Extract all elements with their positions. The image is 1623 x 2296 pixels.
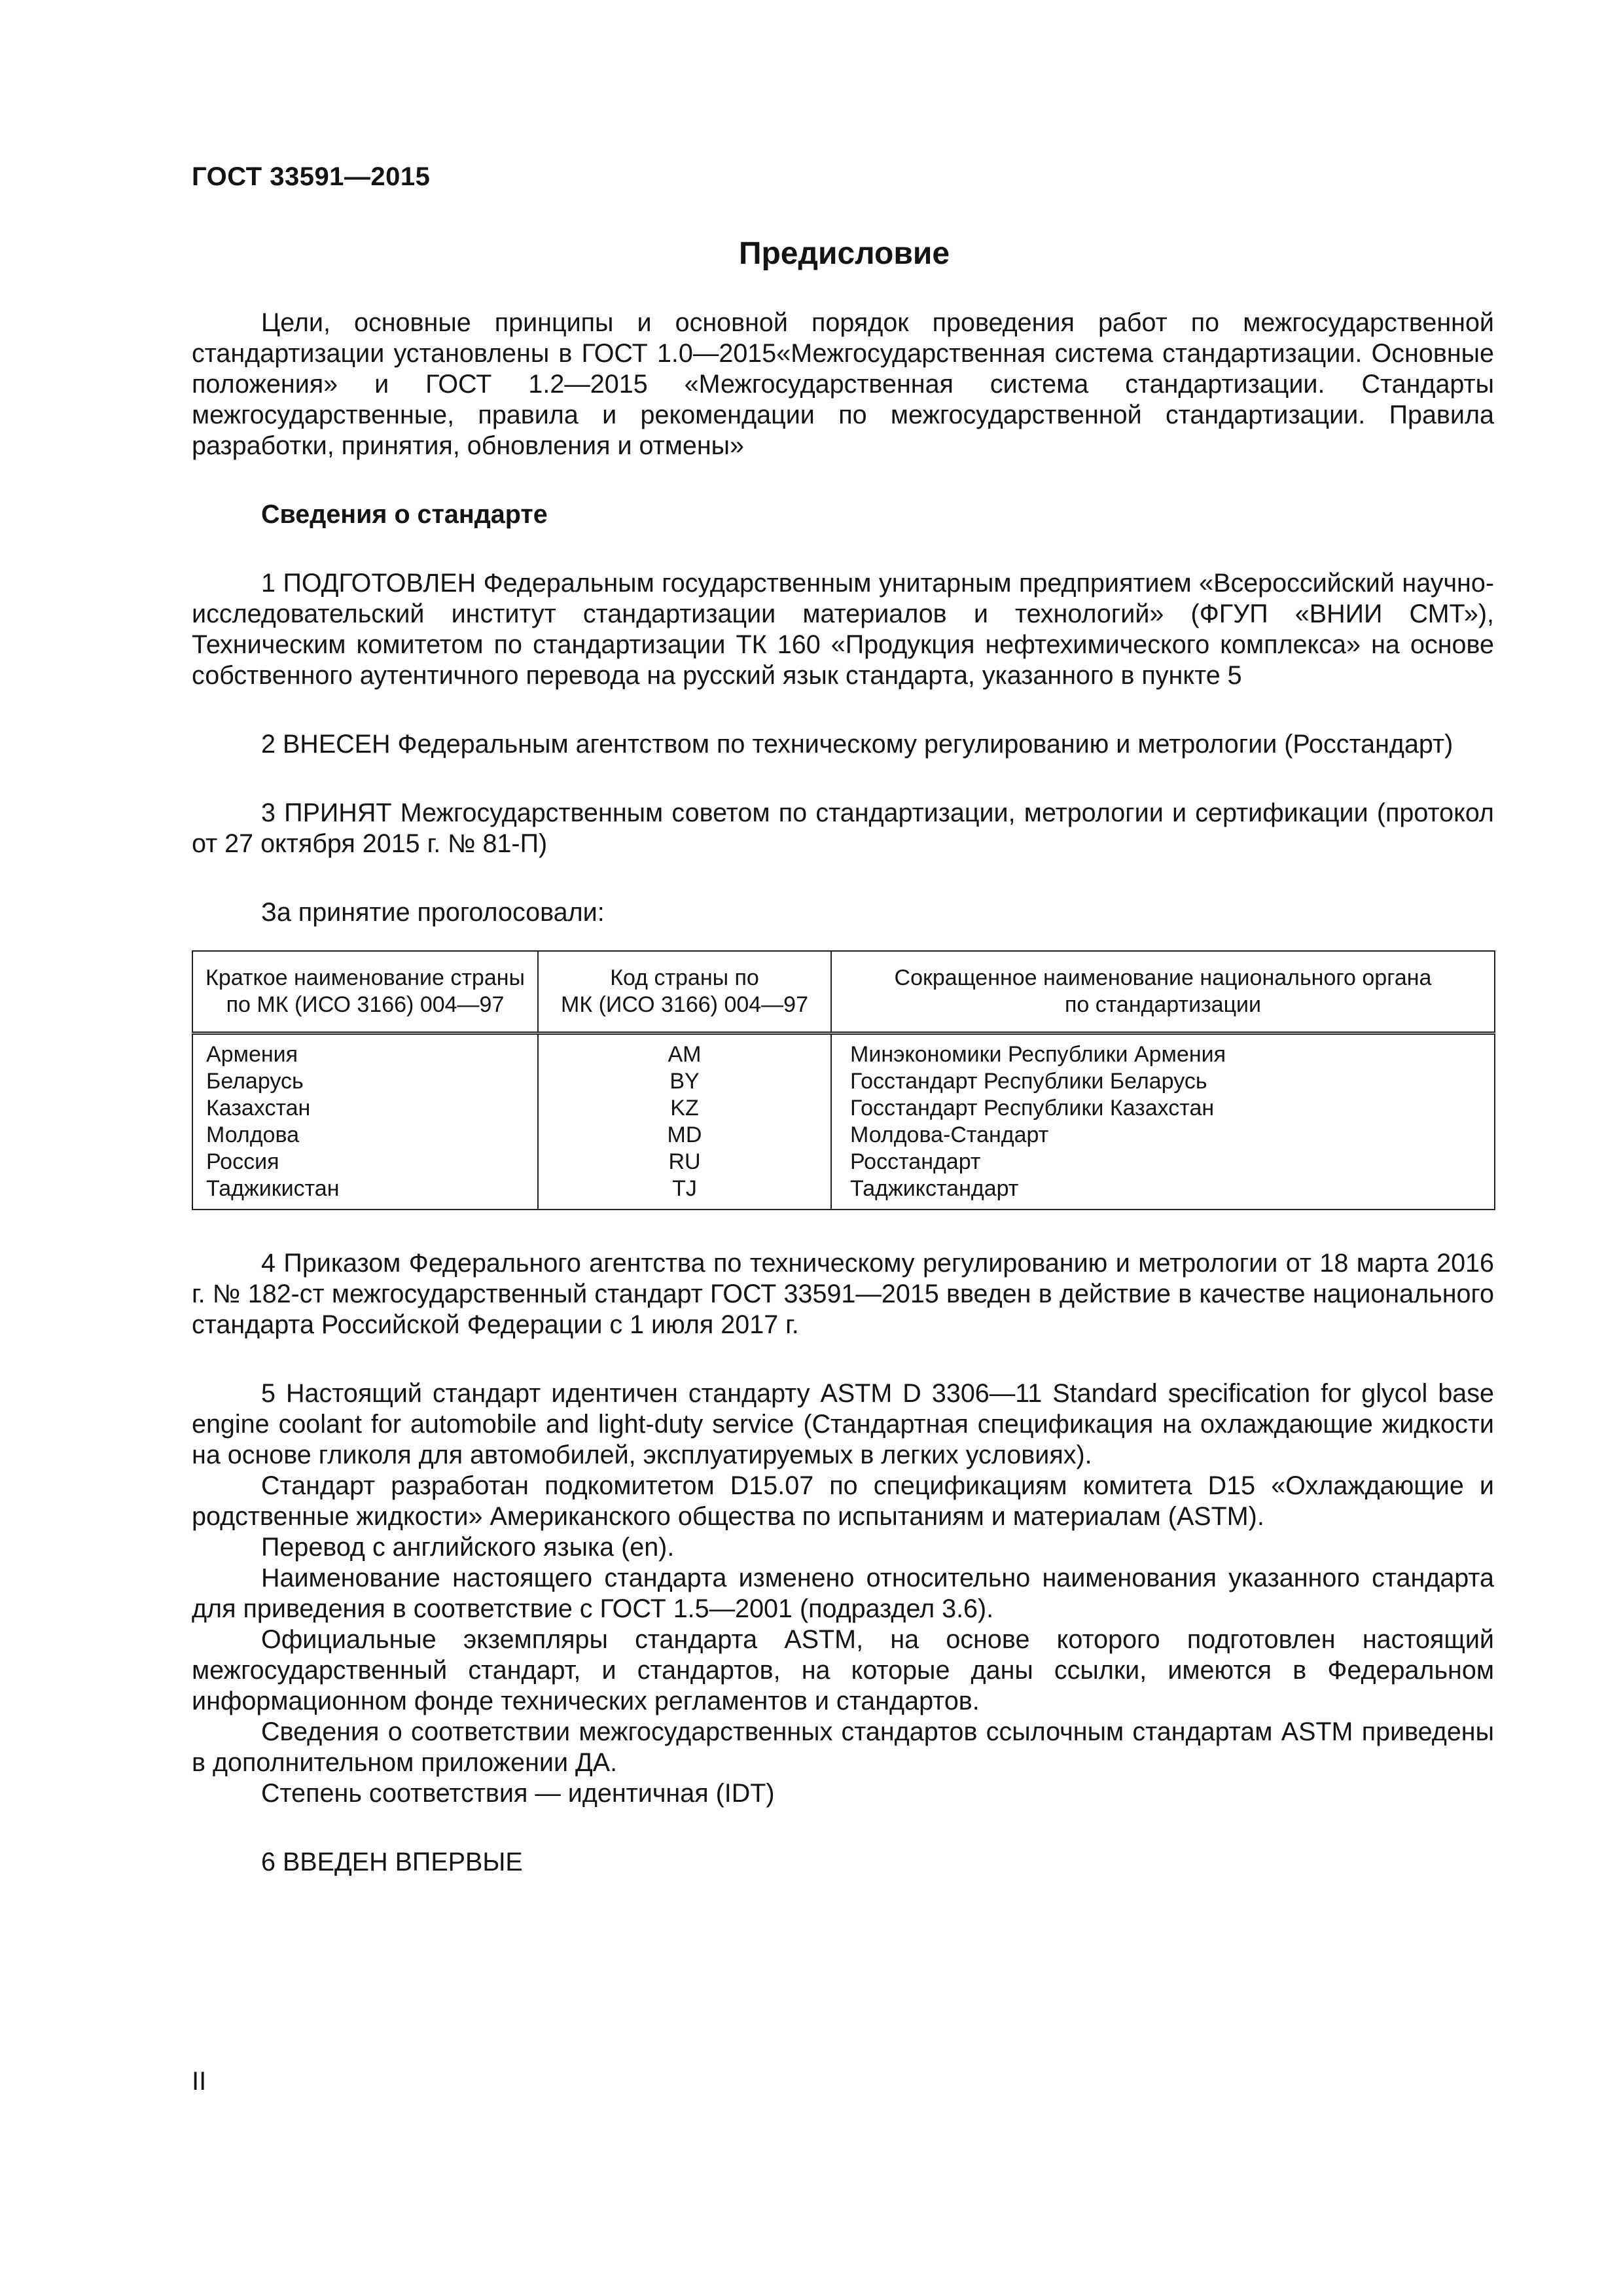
header-country-name [192,951,538,1033]
table-row [192,1095,1495,1122]
cell-standards-body: Таджикстандарт [831,1175,1495,1210]
section-heading: Сведения о стандарте [261,500,548,529]
item-5-title-change-paragraph: Наименование настоящего стандарта изменено относительно наименования указанного стандарта для приведения в соответствие с ГОСТ 1.5—2001 (подраздел 3.6). [192,1564,1494,1623]
item-5-subcommittee-paragraph: Стандарт разработан подкомитетом D15.07 по спецификациям комитета D15 «Охлаждающие и родственные жидкости» Американского общества по испытаниям и материалам (ASTM). [192,1471,1494,1531]
cell-standards-body: Госстандарт Республики Беларусь [831,1068,1495,1095]
page-number: II [192,2067,207,2096]
item-5-translation-paragraph: Перевод с английского языка (en). [261,1533,675,1562]
voting-countries-table [192,950,1495,1210]
cell-country: Россия [192,1149,538,1175]
item-6-paragraph: 6 ВВЕДЕН ВПЕРВЫЕ [261,1848,523,1876]
header-country-code [538,951,831,1033]
header-country-code-line2: МК (ИСО 3166) 004—97 [561,992,808,1017]
votes-label: За принятие проголосовали: [261,898,605,927]
header-country-name-line2: по МК (ИСО 3166) 004—97 [226,992,505,1017]
cell-country: Беларусь [192,1068,538,1095]
table-row [192,1122,1495,1149]
header-standards-body-line1: Сокращенное наименование национального органа [894,965,1432,990]
page-title: Предисловие [738,236,950,271]
table-row [192,1175,1495,1210]
item-5-official-copies-paragraph: Официальные экземпляры стандарта ASTM, на основе которого подготовлен настоящий межгосударственный стандарт, и стандартов, на которые даны ссылки, имеются в Федеральном информационном фонде технических регламентов и стандартов. [192,1625,1494,1715]
cell-standards-body: Росстандарт [831,1149,1495,1175]
header-standards-body-line2: по стандартизации [1064,992,1262,1017]
table-header-row [192,951,1495,1033]
item-1-paragraph: 1 ПОДГОТОВЛЕН Федеральным государственным унитарным предприятием «Всероссийский научно-исследовательский институт стандартизации материалов и технологий» (ФГУП «ВНИИ СМТ»), Техническим комитетом по стандартизации ТК 160 «Продукция нефтехимического комплекса» на основе собственного аутентичного перевода на русский язык стандарта, указанного в пункте 5 [192,569,1494,690]
cell-country: Армения [192,1033,538,1069]
item-5-degree-paragraph: Степень соответствия — идентичная (IDT) [261,1779,775,1808]
item-2-paragraph: 2 ВНЕСЕН Федеральным агентством по техническому регулированию и метрологии (Росстандарт) [261,730,1454,759]
cell-code: BY [538,1068,831,1095]
table-row [192,1149,1495,1175]
cell-standards-body: Минэкономики Республики Армения [831,1033,1495,1069]
item-3-paragraph: 3 ПРИНЯТ Межгосударственным советом по стандартизации, метрологии и сертификации (протокол от 27 октября 2015 г. № 81-П) [192,798,1494,858]
cell-country: Таджикистан [192,1175,538,1210]
cell-code: MD [538,1122,831,1149]
intro-paragraph: Цели, основные принципы и основной порядок проведения работ по межгосударственной стандартизации установлены в ГОСТ 1.0—2015«Межгосударственная система стандартизации. Основные положения» и ГОСТ 1.2—2015 «Межгосударственная система стандартизации. Стандарты межгосударственные, правила и рекомендации по межгосударственной стандартизации. Правила разработки, принятия, обновления и отмены» [192,308,1494,460]
table-row [192,1033,1495,1069]
document-body [192,308,1494,1878]
header-standards-body [831,951,1495,1033]
cell-standards-body: Госстандарт Республики Казахстан [831,1095,1495,1122]
item-5-correspondence-paragraph: Сведения о соответствии межгосударственных стандартов ссылочным стандартам ASTM приведены в дополнительном приложении ДА. [192,1717,1494,1777]
header-country-code-line1: Код страны по [610,965,759,990]
cell-country: Молдова [192,1122,538,1149]
cell-code: KZ [538,1095,831,1122]
cell-code: RU [538,1149,831,1175]
cell-code: AM [538,1033,831,1069]
document-number: ГОСТ 33591—2015 [192,162,431,191]
header-country-name-line1: Краткое наименование страны [205,965,525,990]
item-4-paragraph: 4 Приказом Федерального агентства по техническому регулированию и метрологии от 18 марта 2016 г. № 182-ст межгосударственный стандарт ГОСТ 33591—2015 введен в действие в качестве национального стандарта Российской Федерации с 1 июля 2017 г. [192,1249,1494,1339]
item-5-paragraph: 5 Настоящий стандарт идентичен стандарту ASTM D 3306—11 Standard specification for glycol base engine coolant for automobile and light-duty service (Стандартная спецификация на охлаждающие жидкости на основе гликоля для автомобилей, эксплуатируемых в легких условиях). [192,1379,1494,1469]
cell-country: Казахстан [192,1095,538,1122]
cell-standards-body: Молдова-Стандарт [831,1122,1495,1149]
cell-code: TJ [538,1175,831,1210]
table-row [192,1068,1495,1095]
